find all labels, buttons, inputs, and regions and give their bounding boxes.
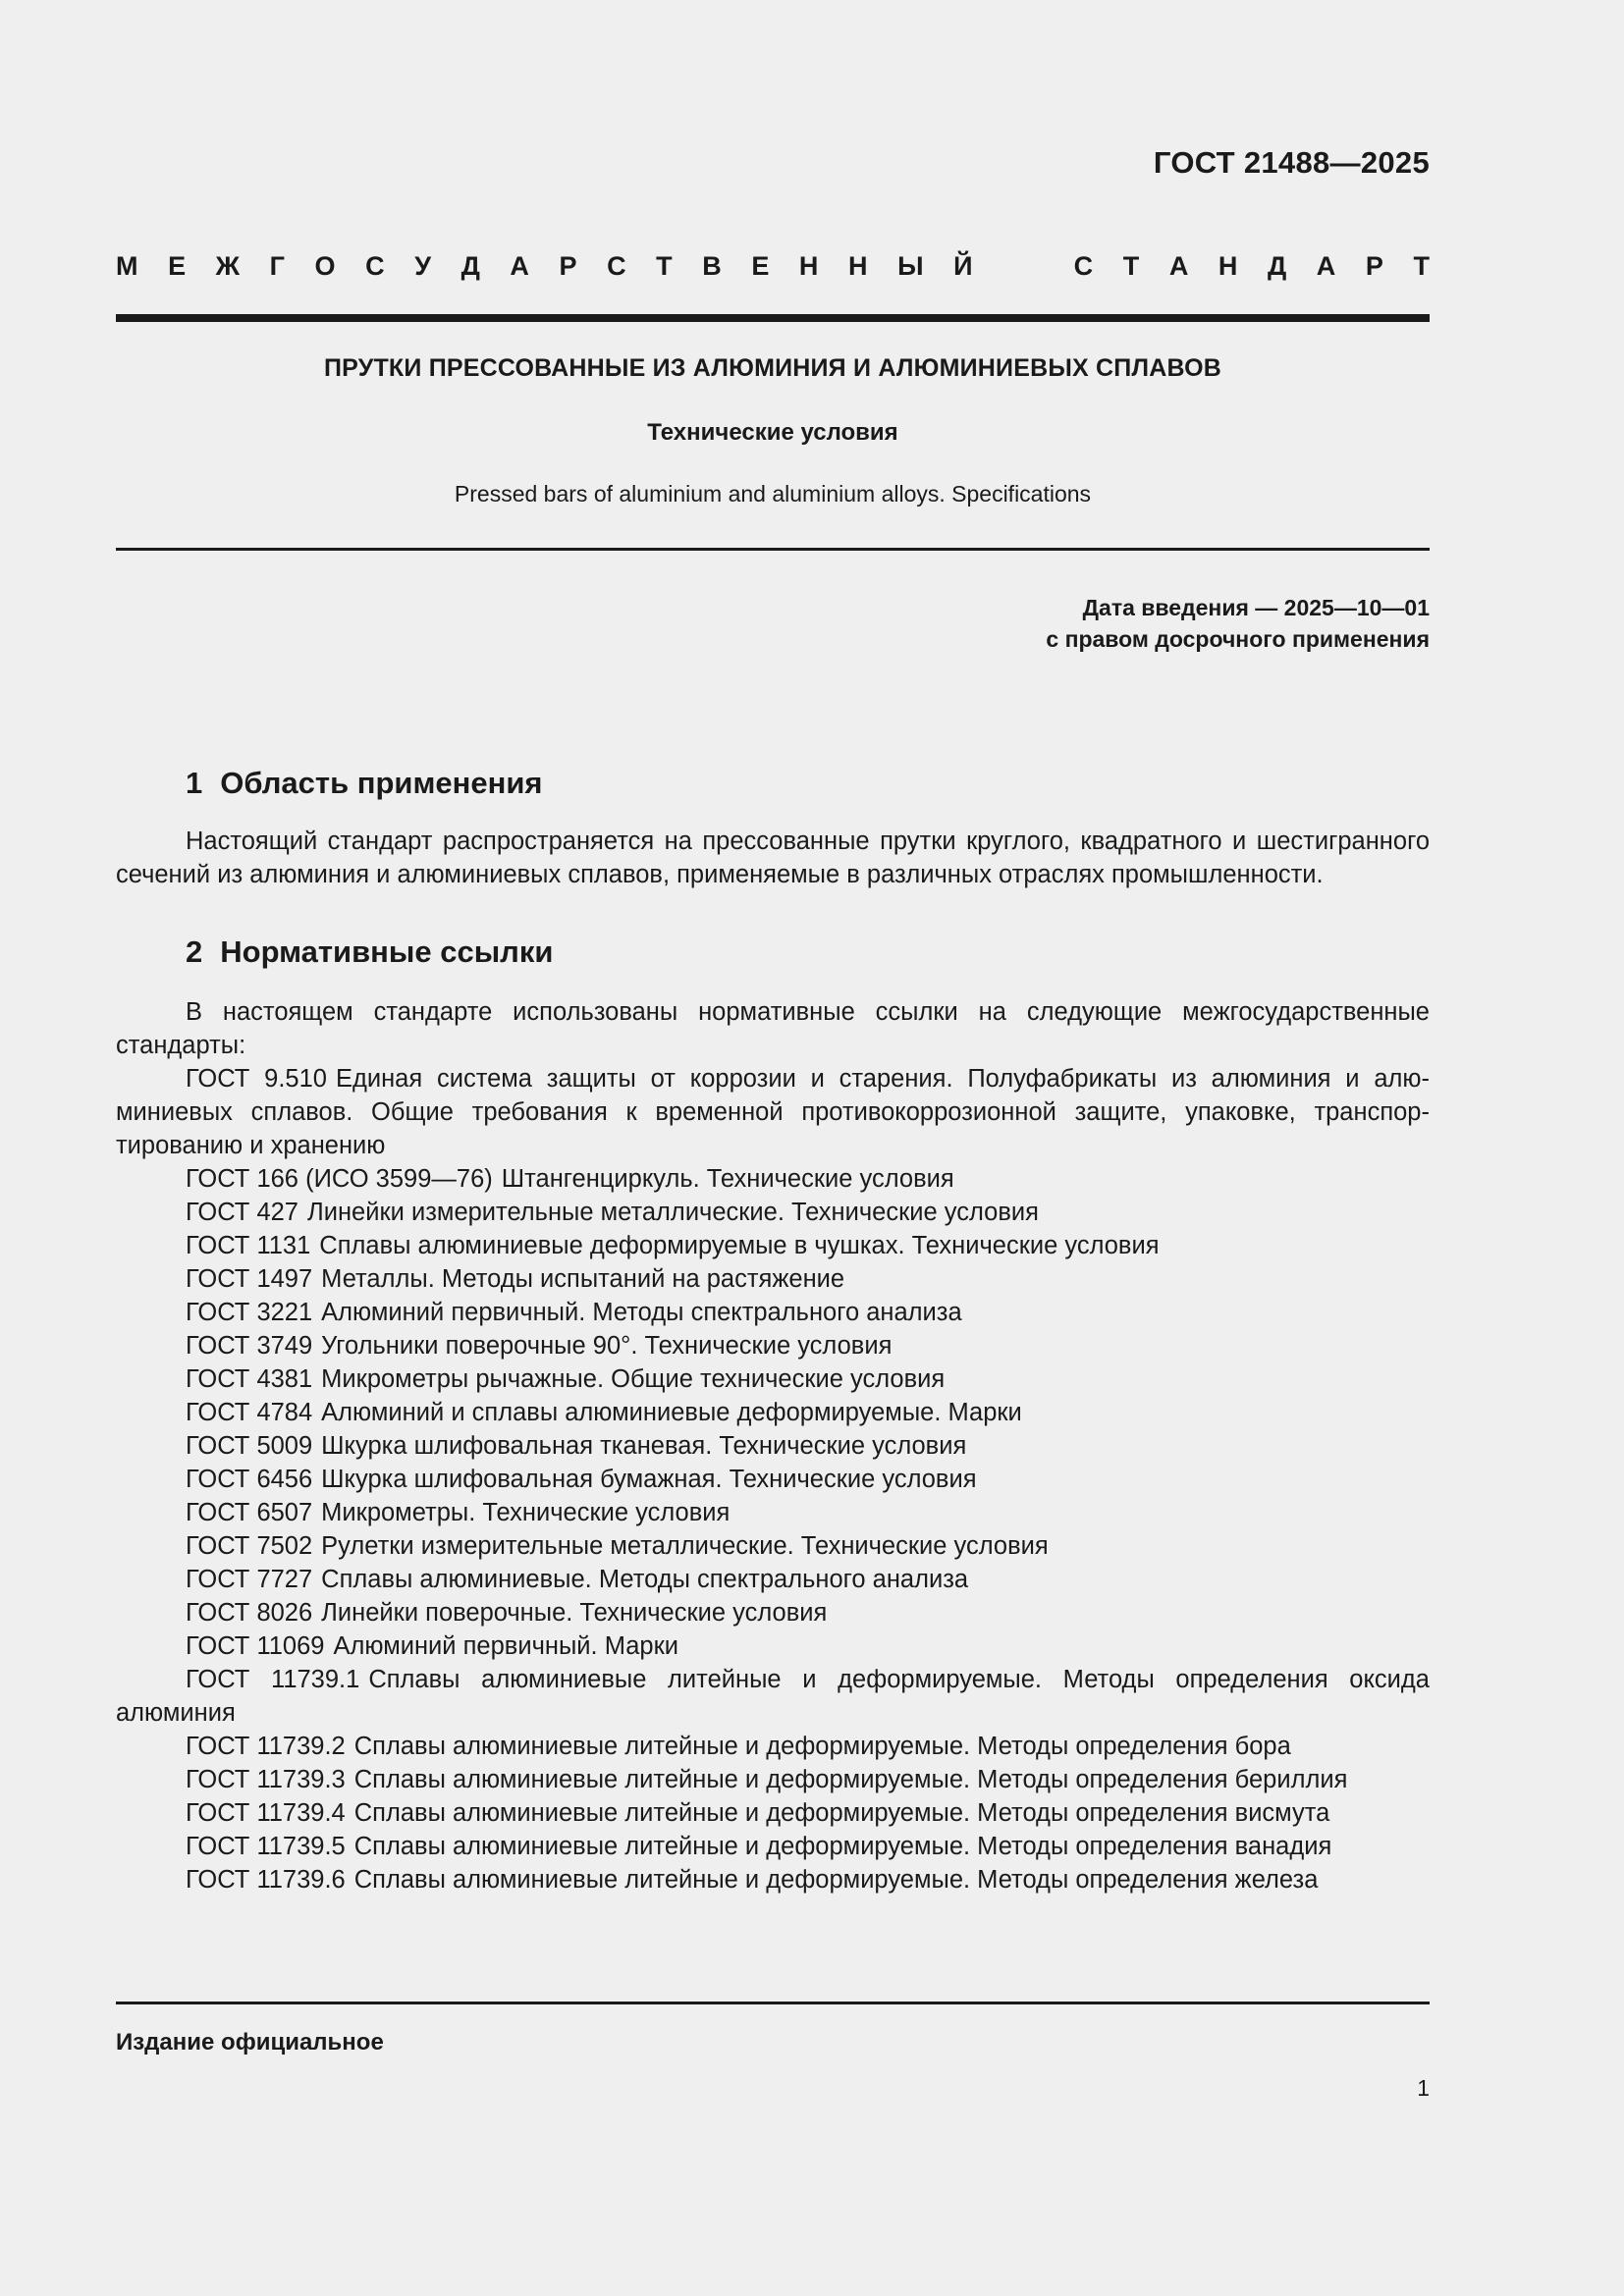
reference-code: ГОСТ 3749 [186,1332,313,1360]
banner-letter: Е [751,251,770,281]
banner-letter: О [314,251,336,281]
banner-letter: Д [460,251,480,281]
banner-letter: Р [1365,251,1383,281]
document-title: ПРУТКИ ПРЕССОВАННЫЕ ИЗ АЛЮМИНИЯ И АЛЮМИНИЕВЫХ СПЛАВОВ [323,354,1221,382]
section-number: 1 [186,766,203,800]
section-number: 2 [186,934,203,969]
banner-letter: Е [168,251,187,281]
reference-item [116,1763,1430,1796]
reference-title: Сплавы алюминиевые литейные и деформируемые. Методы определения бериллия [353,1766,1348,1793]
reference-title: Сплавы алюминиевые литейные и деформируемые. Методы определения висмута [353,1799,1330,1827]
reference-code: ГОСТ 11739.1 [186,1666,360,1693]
banner-letter: Д [1267,251,1287,281]
reference-title: Штангенциркуль. Технические условия [501,1165,954,1193]
banner-letter: М [116,251,138,281]
reference-code: ГОСТ 11739.3 [186,1766,346,1793]
reference-code: ГОСТ 3221 [186,1299,313,1326]
reference-item [116,1429,1430,1463]
banner-letter: Й [953,251,973,281]
reference-item [116,1563,1430,1596]
banner-letter: Т [1122,251,1140,281]
header-rule [116,314,1430,322]
banner-letter: Т [656,251,673,281]
banner-letter: В [702,251,722,281]
section-1-heading [116,764,1430,803]
reference-title: Шкурка шлифовальная бумажная. Технические условия [321,1466,977,1493]
reference-title: Угольники поверочные 90°. Технические условия [321,1332,893,1360]
reference-code: ГОСТ 4381 [186,1365,313,1393]
reference-code: ГОСТ 4784 [186,1399,313,1426]
reference-code: ГОСТ 1497 [186,1265,313,1293]
early-application-line: с правом досрочного применения [1046,626,1430,652]
reference-item [116,1596,1430,1629]
reference-title: Сплавы алюминиевые деформируемые в чушках. Технические условия [319,1232,1160,1259]
banner-letter: Н [798,251,819,281]
reference-title: Единая система защиты от коррозии и старения. Полуфабрикаты из алюминия и алюминиевых сплавов. Общие требования к временной противокоррозионной защите, упаковке, транспортированию и хранению [116,1065,1430,1159]
reference-item [116,1296,1430,1329]
document-subtitle: Технические условия [647,419,898,446]
reference-item [116,1830,1430,1863]
references-list [116,1062,1430,1896]
reference-code: ГОСТ 7727 [186,1566,313,1593]
reference-title: Микрометры рычажные. Общие технические условия [321,1365,946,1393]
introduction-date-line: Дата введения — 2025—10—01 [1082,595,1430,620]
reference-title: Сплавы алюминиевые литейные и деформируемые. Методы определения оксида алюминия [116,1666,1430,1727]
official-edition-label: Издание официальное [116,2029,384,2056]
reference-title: Алюминий первичный. Методы спектрального анализа [321,1299,962,1326]
reference-title: Микрометры. Технические условия [321,1499,731,1526]
reference-title: Сплавы алюминиевые. Методы спектрального анализа [321,1566,969,1593]
reference-item [116,1362,1430,1396]
reference-title: Сплавы алюминиевые литейные и деформируемые. Методы определения ванадия [353,1833,1332,1860]
banner-letter: А [510,251,529,281]
document-body [116,764,1430,1896]
reference-code: ГОСТ 9.510 [186,1065,327,1093]
banner-gap [1002,251,1044,282]
reference-code: ГОСТ 11739.4 [186,1799,346,1827]
reference-title: Линейки поверочные. Технические условия [321,1599,828,1627]
reference-item [116,1329,1430,1362]
reference-item [116,1162,1430,1196]
banner-letter: А [1316,251,1336,281]
reference-title: Сплавы алюминиевые литейные и деформируемые. Методы определения железа [353,1866,1319,1894]
reference-title: Алюминий первичный. Марки [333,1632,678,1660]
reference-code: ГОСТ 7502 [186,1532,313,1560]
reference-title: Алюминий и сплавы алюминиевые деформируемые. Марки [321,1399,1022,1426]
reference-item [116,1663,1430,1730]
reference-item [116,1262,1430,1296]
footer-rule [116,2002,1430,2004]
reference-item [116,1529,1430,1563]
reference-item [116,1796,1430,1830]
scope-paragraph: Настоящий стандарт распространяется на прессованные прутки круглого, квадратного и шестигранного сечений из алюминия и алюминиевых сплавов, применяемые в различных отраслях промышленности. [116,828,1430,888]
reference-title: Металлы. Методы испытаний на растяжение [321,1265,845,1293]
banner-letter: С [1073,251,1094,281]
reference-code: ГОСТ 427 [186,1199,298,1226]
reference-code: ГОСТ 11739.6 [186,1866,346,1894]
banner-letter: Ж [215,251,241,281]
reference-item [116,1396,1430,1429]
reference-item [116,1463,1430,1496]
banner-letter: Т [1413,251,1430,281]
reference-item [116,1496,1430,1529]
reference-code: ГОСТ 6456 [186,1466,313,1493]
title-rule [116,548,1430,551]
banner-letter: Н [848,251,868,281]
banner-letter: А [1168,251,1189,281]
reference-code: ГОСТ 11739.2 [186,1733,346,1760]
english-title: Pressed bars of aluminium and aluminium alloys. Specifications [454,481,1092,507]
banner-letter: У [414,251,432,281]
reference-title: Рулетки измерительные металлические. Технические условия [321,1532,1049,1560]
reference-code: ГОСТ 166 (ИСО 3599—76) [186,1165,493,1193]
reference-item [116,1629,1430,1663]
reference-code: ГОСТ 5009 [186,1432,313,1460]
reference-code: ГОСТ 11069 [186,1632,325,1660]
document-number: ГОСТ 21488—2025 [1153,145,1430,180]
reference-title: Сплавы алюминиевые литейные и деформируемые. Методы определения бора [353,1733,1291,1760]
banner-letter: Г [269,251,285,281]
banner-letter: Р [559,251,577,281]
reference-item [116,1730,1430,1763]
section-2-heading [116,933,1430,972]
page-number: 1 [1417,2075,1430,2101]
banner-letter: С [607,251,626,281]
reference-code: ГОСТ 11739.5 [186,1833,346,1860]
banner-letter: Н [1218,251,1238,281]
reference-item [116,1196,1430,1229]
reference-code: ГОСТ 8026 [186,1599,313,1627]
reference-item [116,1229,1430,1262]
banner-letter: С [365,251,385,281]
references-intro: В настоящем стандарте использованы нормативные ссылки на следующие межгосударственные стандарты: [116,998,1430,1059]
reference-item [116,1062,1430,1162]
reference-code: ГОСТ 6507 [186,1499,313,1526]
reference-title: Линейки измерительные металлические. Технические условия [307,1199,1039,1226]
introduction-date [1046,592,1430,655]
reference-item [116,1863,1430,1896]
document-page [116,0,1430,2296]
section-title: Нормативные ссылки [220,934,554,969]
standard-banner [116,251,1430,282]
section-title: Область применения [220,766,543,800]
reference-title: Шкурка шлифовальная тканевая. Технические условия [321,1432,967,1460]
banner-letter: Ы [897,251,924,281]
reference-code: ГОСТ 1131 [186,1232,311,1259]
